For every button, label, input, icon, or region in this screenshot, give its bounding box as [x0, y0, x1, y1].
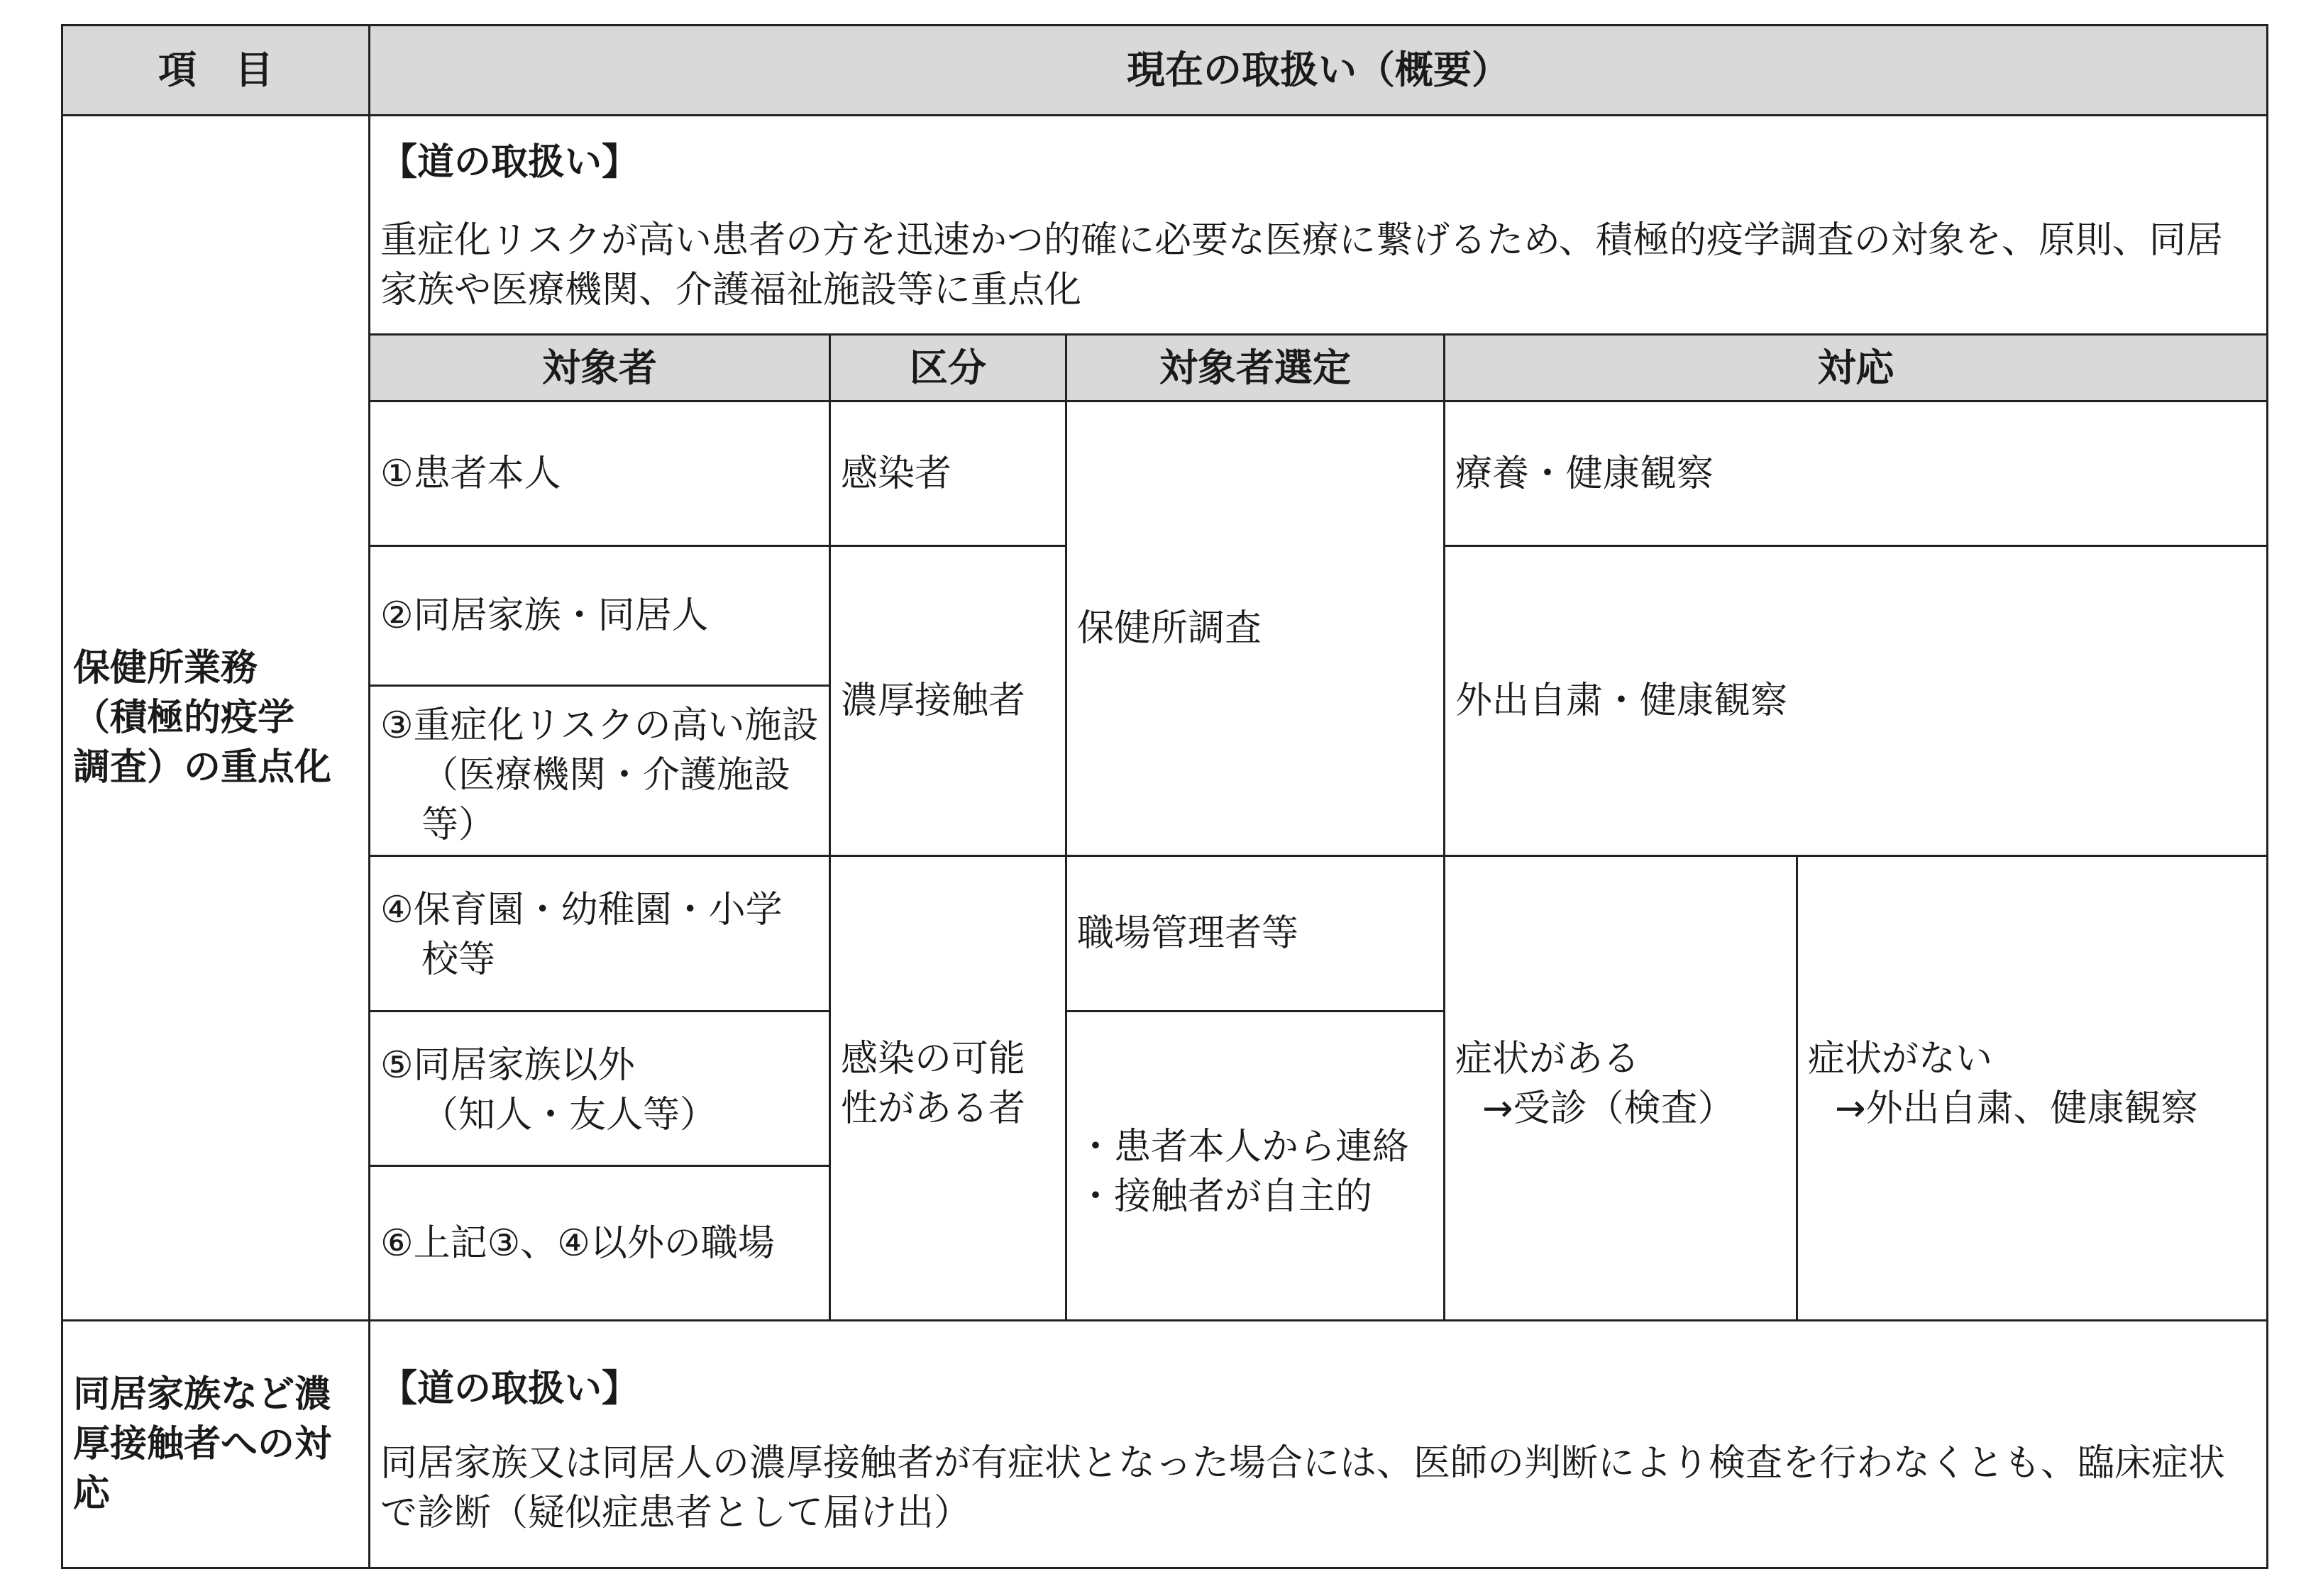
response-stay-home-cell: 外出自粛・健康観察: [1443, 545, 2268, 857]
target-2-cell: ②同居家族・同居人: [368, 545, 831, 687]
category-possible-cell: 感染の可能 性がある者: [829, 855, 1067, 1321]
target-3-cell: ③重症化リスクの高い施設 （医療機関・介護施設 等）: [368, 685, 831, 857]
response-treatment-cell: 療養・健康観察: [1443, 400, 2268, 547]
header-item-cell: [61, 24, 370, 116]
category-close-contact-cell: 濃厚接触者: [829, 545, 1067, 857]
col-header-category: 区分: [829, 333, 1067, 402]
row2-item-cell: [61, 1319, 370, 1569]
response-symptomatic-cell: 症状がある →受診（検査）: [1443, 855, 1798, 1321]
row1-item-cell: [61, 114, 370, 1321]
row2-content: [368, 1319, 2268, 1569]
header-overview-label: 現在の取扱い（概要）: [1127, 48, 1510, 92]
header-overview-cell: [368, 24, 2268, 116]
target-6-cell: ⑥上記③、④以外の職場: [368, 1165, 831, 1321]
category-infected-cell: 感染者: [829, 400, 1067, 547]
target-4-cell: ④保育園・幼稚園・小学 校等: [368, 855, 831, 1012]
col-header-response: 対応: [1443, 333, 2268, 402]
target-5-cell: ⑤同居家族以外 （知人・友人等）: [368, 1010, 831, 1167]
row2-item-label: 同居家族など濃 厚接触者への対 応: [73, 1373, 332, 1515]
row2-policy-title: 【道の取扱い】: [380, 1368, 639, 1410]
row2-policy-text: 同居家族又は同居人の濃厚接触者が有症状となった場合には、医師の判断により検査を行わなくとも、臨床症状で診断（疑似症患者として届け出）: [380, 1442, 2226, 1534]
selection-workplace-cell: 職場管理者等: [1065, 855, 1445, 1012]
response-asymptomatic-cell: 症状がない →外出自粛、健康観察: [1796, 855, 2268, 1321]
header-item-label: 項 目: [158, 48, 273, 92]
selection-self-report-cell: ・患者本人から連絡 ・接触者が自主的: [1065, 1010, 1445, 1321]
col-header-selection: 対象者選定: [1065, 333, 1445, 402]
row1-item-label: 保健所業務 （積極的疫学 調査）の重点化: [73, 647, 332, 789]
row1-policy-title: 【道の取扱い】: [380, 141, 639, 184]
selection-health-center-cell: 保健所調査: [1065, 400, 1445, 857]
target-1-cell: ①患者本人: [368, 400, 831, 547]
row1-policy-text: 重症化リスクが高い患者の方を迅速かつ的確に必要な医療に繋げるため、積極的疫学調査の対象を、原則、同居家族や医療機関、介護福祉施設等に重点化: [380, 219, 2223, 311]
col-header-target: 対象者: [368, 333, 831, 402]
